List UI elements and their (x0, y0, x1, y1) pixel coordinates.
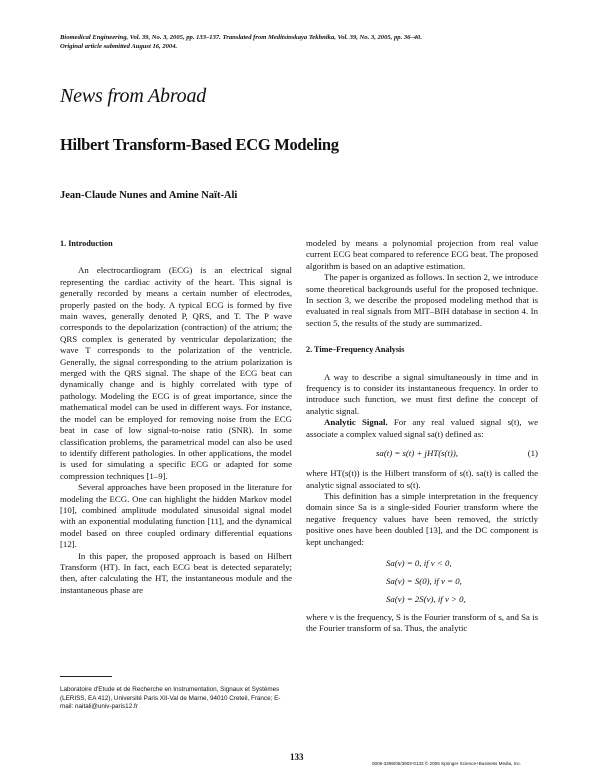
equation-2-line-2: Sa(ν) = S(0), if ν = 0, (386, 575, 462, 586)
page-number: 133 (290, 752, 304, 762)
equation-2-line-1: Sa(ν) = 0, if ν < 0, (386, 557, 452, 568)
copyright-line: 0006-3398/05/3903-0133 © 2005 Springer Science+Business Media, Inc. (372, 761, 522, 766)
equation-1-body: sa(t) = s(t) + jHT(s(t)), (376, 448, 458, 459)
analytic-signal-text: For any real valued signal s(t), we associate a complex valued signal sa(t) defined as: (306, 417, 539, 439)
equation-1 (306, 444, 538, 464)
intro-paragraph-1: An electrocardiogram (ECG) is an electrical signal representing the cardiac activity of the heart. This signal is generally recorded by means a certain number of electrodes, properly pasted on the body. A typical ECG is formed by five main waves, generally denoted P, QRS, and T. The P wave corresponds to the depolarization (contraction) of the atrium; the QRS complex is generated by ventricular depolarization; the wave T corresponds to the polarization of the ventricle. Generally, the signal corresponding to the atrium polarization is merged with the QRS signal. The shape of the ECG beat can dynamically change and is highly correlated with type of pathology. Modeling the ECG is of great importance, since the mathematical model can be used in different ways. For instance, the model can be employed for removing noise from the ECG beat in case of low signal-to-noise ratio (SNR). In some classification problems, the parametrical model can also be used to identify different pathologies. In other applications, the model is used for simulating a specific ECG or adapted for some compression techniques [1–9]. (60, 265, 292, 481)
right-column (306, 238, 538, 635)
author-list: Jean-Claude Nunes and Amine Naït-Ali (60, 190, 238, 201)
section-heading-time-frequency: 2. Time–Frequency Analysis (306, 345, 405, 355)
frequency-explanation-paragraph: where ν is the frequency, S is the Fourier transform of s, and Sa is the Fourier transform of sa. Thus, the analytic (306, 611, 538, 634)
intro-paragraph-3: In this paper, the proposed approach is based on Hilbert Transform (HT). In fact, each ECG beat is detected separately; then, after calculating the HT, the instantaneous module and the instantaneous phase are (60, 550, 292, 595)
equation-block-2 (306, 554, 538, 608)
intro-paragraph-2: Several approaches have been proposed in the literature for modeling the ECG. One can highlight the hidden Markov model [10], combined amplitude modulated sinusoidal signal model with an exponential modulating function [11], and the dynamical model based on three coupled ordinary differential equations [12]. (60, 482, 292, 550)
journal-citation: Biomedical Engineering, Vol. 39, No. 3, 2005, pp. 133–137. Translated from Meditsinskaya Tekhnika, Vol. 39, No. 3, 2005, pp. 36–40. (60, 34, 423, 41)
organization-paragraph: The paper is organized as follows. In section 2, we introduce some theoretical backgrounds useful for the proposed technique. In section 3, we describe the proposed modeling method that is evaluated in real signals from MIT–BIH database in section 4. In section 5, the results of the study are summarized. (306, 272, 538, 328)
submission-date: Original article submitted August 16, 2004. (60, 43, 178, 50)
time-frequency-paragraph: A way to describe a signal simultaneously in time and in frequency is to consider its instantaneous frequency. In order to introduce such function, we must first define the concept of analytic signal. (306, 371, 538, 416)
analytic-signal-label: Analytic Signal. (324, 417, 388, 428)
journal-header (60, 33, 550, 51)
equation-2-line-3: Sa(ν) = 2S(ν), if ν > 0, (386, 593, 466, 604)
affiliation-footnote: Laboratoire d'Etude et de Recherche en Instrumentation, Signaux et Systèmes (LERISS, EA 412), Université Paris XII-Val de Marne, 94010 Creteil, France; E-mail: naitali@univ-paris12.fr (60, 686, 281, 711)
section-heading-introduction: 1. Introduction (60, 239, 113, 248)
footnote-rule (60, 676, 112, 677)
intro-paragraph-continued: modeled by means a polynomial projection from real value current ECG beat compared to reference ECG beat. The proposed algorithm is based on an adaptive estimation. (306, 238, 538, 271)
frequency-domain-paragraph: This definition has a simple interpretation in the frequency domain since Sa is a single-sided Fourier transform where the negative frequency values have been removed, the strictly positive ones have been doubled [13], and the DC component is kept unchanged: (306, 490, 538, 547)
article-title: Hilbert Transform-Based ECG Modeling (60, 135, 339, 154)
section-banner: News from Abroad (60, 85, 207, 107)
analytic-signal-paragraph (306, 417, 538, 440)
left-column (60, 238, 292, 596)
hilbert-definition-paragraph: where HT(s(t)) is the Hilbert transform of s(t). sa(t) is called the analytic signal associated to s(t). (306, 468, 538, 490)
equation-1-number: (1) (527, 448, 538, 459)
